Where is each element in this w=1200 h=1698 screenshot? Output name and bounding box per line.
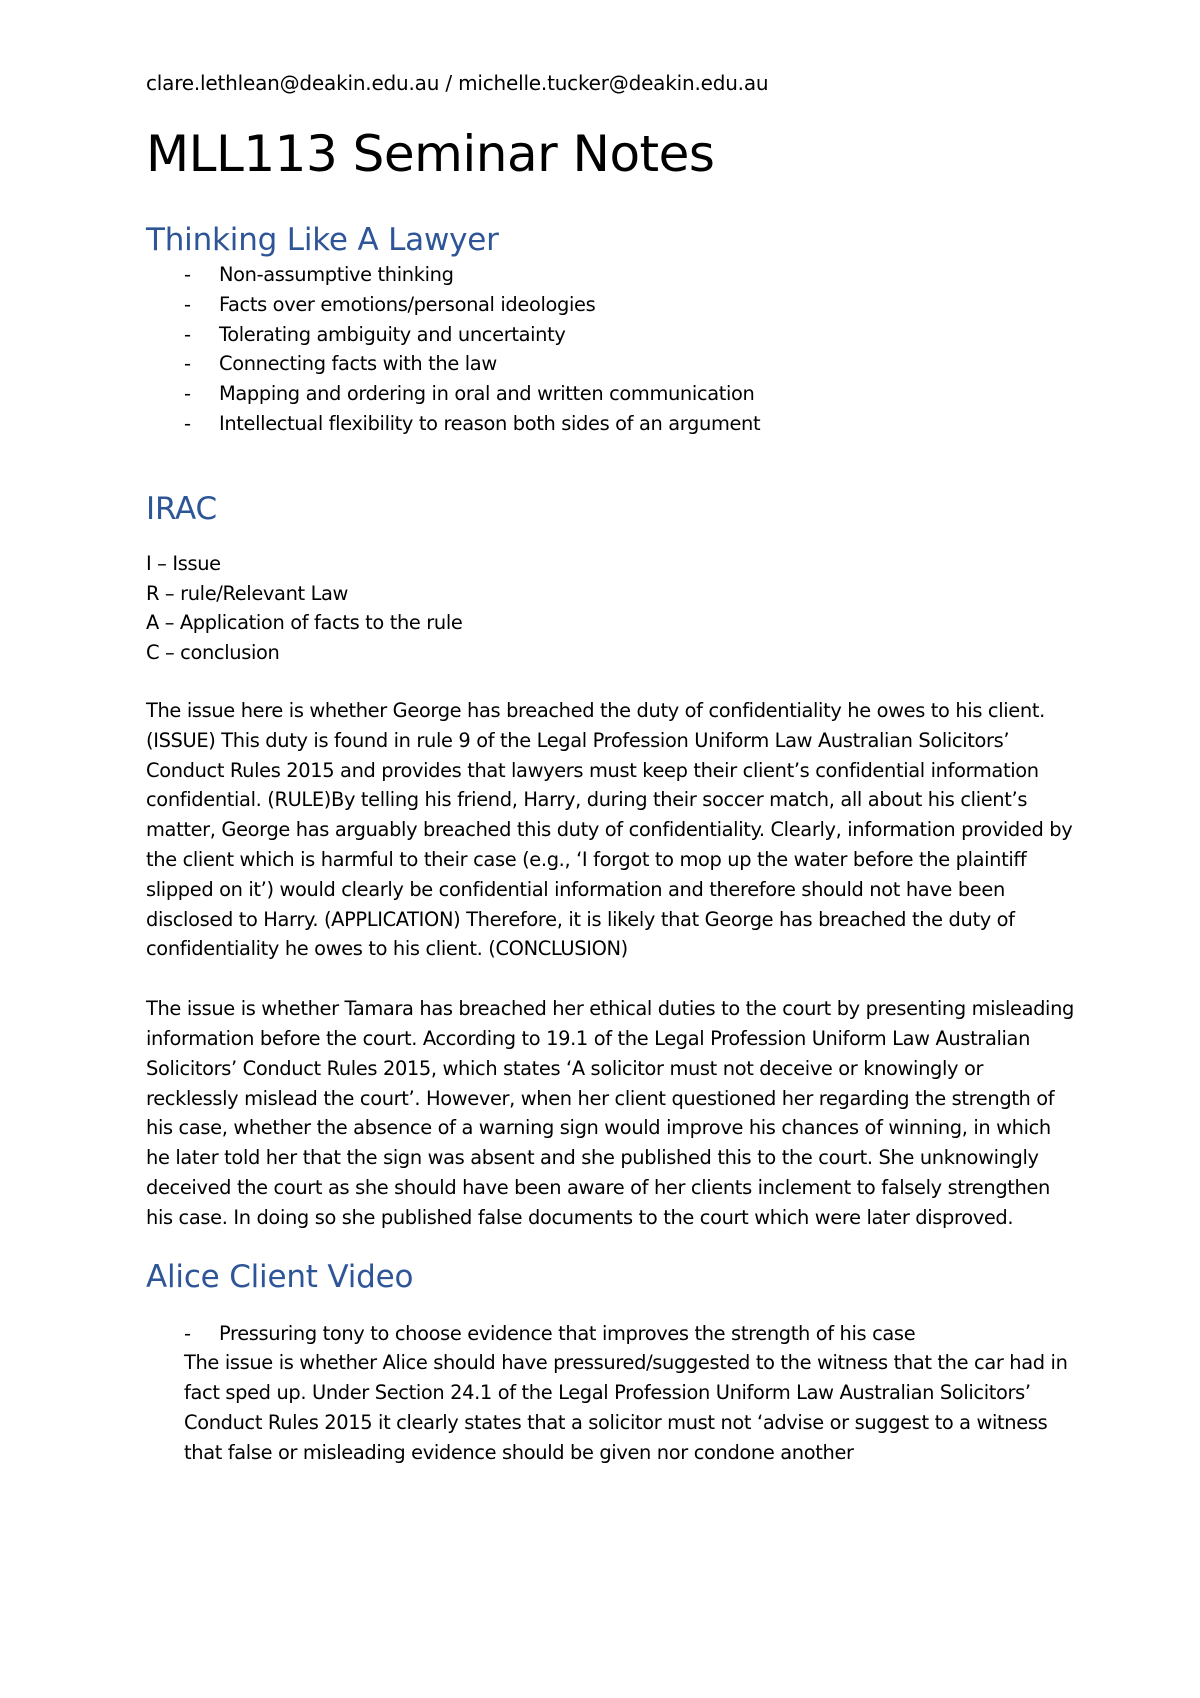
list-item	[146, 320, 1076, 350]
irac-line-conclusion: C – conclusion	[146, 641, 280, 665]
list-item-text: Tolerating ambiguity and uncertainty	[219, 322, 566, 346]
list-item	[146, 290, 1076, 320]
list-item-text: Intellectual flexibility to reason both sides of an argument	[219, 411, 761, 435]
list-item-text: Facts over emotions/personal ideologies	[219, 292, 596, 316]
heading-alice-client-video: Alice Client Video	[146, 1258, 414, 1295]
list-item-text: Mapping and ordering in oral and written communication	[219, 382, 755, 406]
list-item-text: Connecting facts with the law	[219, 352, 497, 376]
thinking-list	[146, 260, 1076, 439]
irac-paragraph-george: The issue here is whether George has breached the duty of confidentiality he owes to his client. (ISSUE) This duty is found in rule 9 of the Legal Profession Uniform Law Australian Solicitors’ Conduct Rules 2015 and provides that lawyers must keep their client’s confidential information confidential. (RULE)By telling his friend, Harry, during their soccer match, all about his client’s matter, George has arguably breached this duty of confidentiality. Clearly, information provided by the client which is harmful to their case (e.g., ‘I forgot to mop up the water before the plaintiff slipped on it’) would clearly be confidential information and therefore should not have been disclosed to Harry. (APPLICATION) Therefore, it is likely that George has breached the duty of confidentiality he owes to his client. (CONCLUSION)	[146, 698, 1073, 961]
list-item	[146, 260, 1076, 290]
list-item	[146, 379, 1076, 409]
list-item	[146, 409, 1076, 439]
list-item-text: Non-assumptive thinking	[219, 263, 454, 286]
alice-paragraph: The issue is whether Alice should have pressured/suggested to the witness that the car had in fact sped up. Under Section 24.1 of the Legal Profession Uniform Law Australian Solicitors’ Conduct Rules 2015 it clearly states that a solicitor must not ‘advise or suggest to a witness that false or misleading evidence should be given nor condone another	[184, 1351, 1068, 1464]
list-item	[146, 349, 1076, 379]
dash-marker: -	[184, 322, 191, 346]
irac-line-issue: I – Issue	[146, 551, 221, 575]
dash-marker: -	[184, 1321, 191, 1345]
list-item	[146, 1319, 1076, 1349]
dash-marker: -	[184, 382, 191, 406]
irac-line-rule: R – rule/Relevant Law	[146, 581, 349, 605]
document-content	[146, 68, 1076, 1468]
page-title: MLL113 Seminar Notes	[146, 125, 715, 183]
dash-marker: -	[184, 292, 191, 316]
irac-breakdown	[146, 549, 1076, 668]
irac-line-application: A – Application of facts to the rule	[146, 611, 463, 635]
alice-list	[146, 1319, 1076, 1349]
irac-paragraph-tamara: The issue is whether Tamara has breached her ethical duties to the court by presenting misleading information before the court. According to 19.1 of the Legal Profession Uniform Law Australian Solicitors’ Conduct Rules 2015, which states ‘A solicitor must not deceive or knowingly or recklessly mislead the court’. However, when her client questioned her regarding the strength of his case, whether the absence of a warning sign would improve his chances of winning, in which he later told her that the sign was absent and she published this to the court. She unknowingly deceived the court as she should have been aware of her clients inclement to falsely strengthen his case. In doing so she published false documents to the court which were later disproved.	[146, 997, 1074, 1229]
heading-thinking-like-a-lawyer: Thinking Like A Lawyer	[146, 222, 499, 258]
dash-marker: -	[184, 352, 191, 376]
contact-emails: clare.lethlean@deakin.edu.au / michelle.tucker@deakin.edu.au	[146, 71, 769, 95]
list-item-text: Pressuring tony to choose evidence that improves the strength of his case	[219, 1321, 916, 1345]
dash-marker: -	[184, 411, 191, 435]
dash-marker: -	[184, 263, 191, 286]
heading-irac: IRAC	[146, 490, 217, 527]
